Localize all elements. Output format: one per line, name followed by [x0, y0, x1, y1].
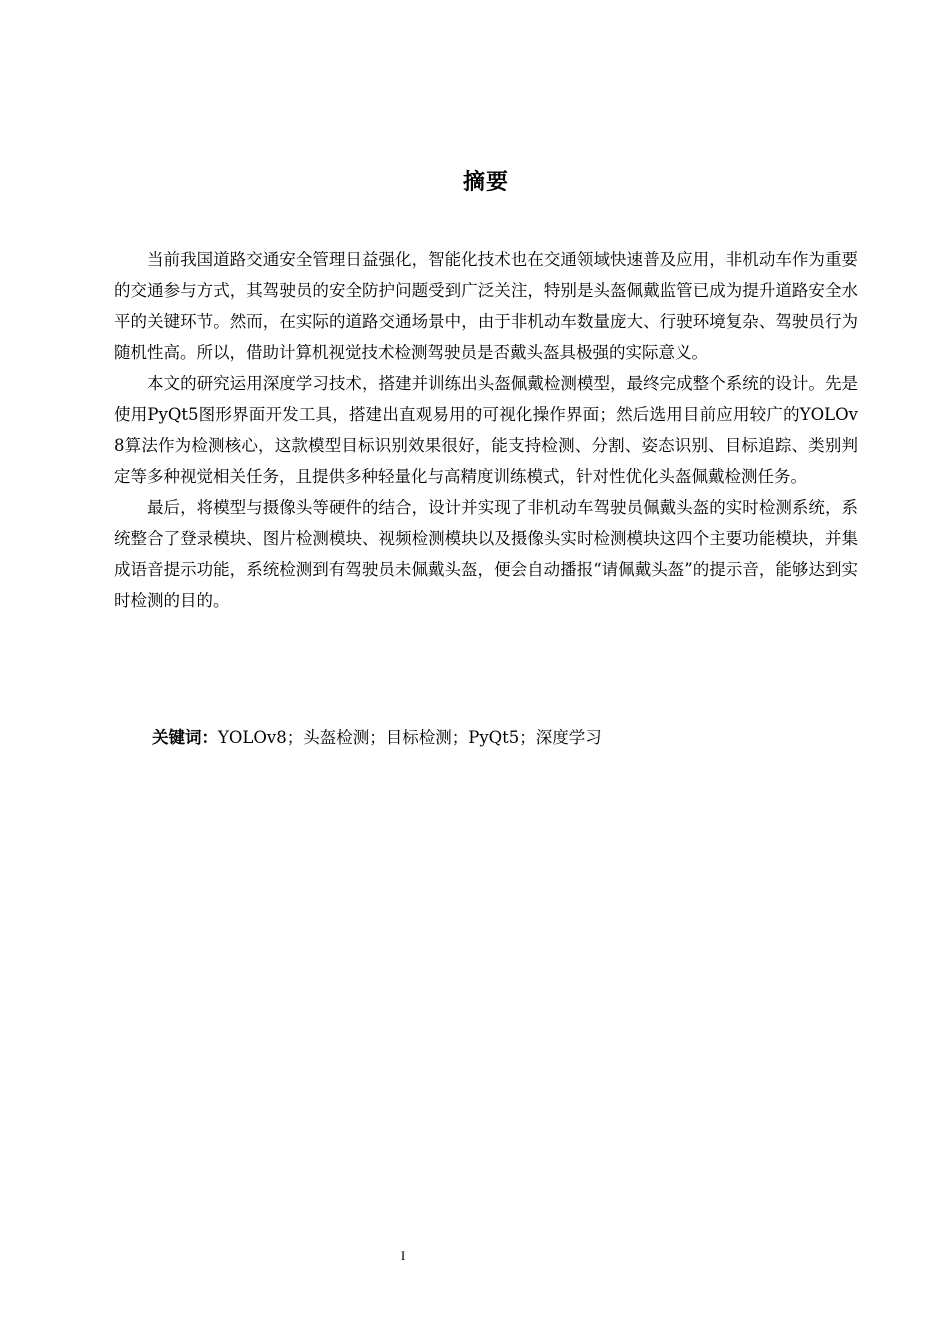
- abstract-paragraph-3: 最后，将模型与摄像头等硬件的结合，设计并实现了非机动车驾驶员佩戴头盔的实时检测系统，系统整合了登录模块、图片检测模块、视频检测模块以及摄像头实时检测模块这四个主要功能模块，并集成语音提示功能，系统检测到有驾驶员未佩戴头盔，便会自动播报“请佩戴头盔”的提示音，能够达到实时检测的目的。: [114, 498, 858, 610]
- abstract-title: 摘要: [462, 170, 509, 195]
- keywords-text: YOLOv8；头盔检测；目标检测；PyQt5；深度学习: [218, 728, 602, 747]
- abstract-paragraph-1: 当前我国道路交通安全管理日益强化，智能化技术也在交通领域快速普及应用，非机动车作为重要的交通参与方式，其驾驶员的安全防护问题受到广泛关注，特别是头盔佩戴监管已成为提升道路安全水平的关键环节。然而，在实际的道路交通场景中，由于非机动车数量庞大、行驶环境复杂、驾驶员行为随机性高。所以，借助计算机视觉技术检测驾驶员是否戴头盔具极强的实际意义。: [114, 250, 858, 362]
- keywords-label: 关键词：: [152, 728, 218, 747]
- abstract-paragraph-2: 本文的研究运用深度学习技术，搭建并训练出头盔佩戴检测模型，最终完成整个系统的设计。先是使用PyQt5图形界面开发工具，搭建出直观易用的可视化操作界面；然后选用目前应用较广的YOLOv8算法作为检测核心，这款模型目标识别效果很好，能支持检测、分割、姿态识别、目标追踪、类别判定等多种视觉相关任务，且提供多种轻量化与高精度训练模式，针对性优化头盔佩戴检测任务。: [114, 374, 858, 486]
- keywords-line: [152, 722, 858, 753]
- abstract-body: [114, 244, 858, 616]
- page-number: I: [400, 1248, 406, 1263]
